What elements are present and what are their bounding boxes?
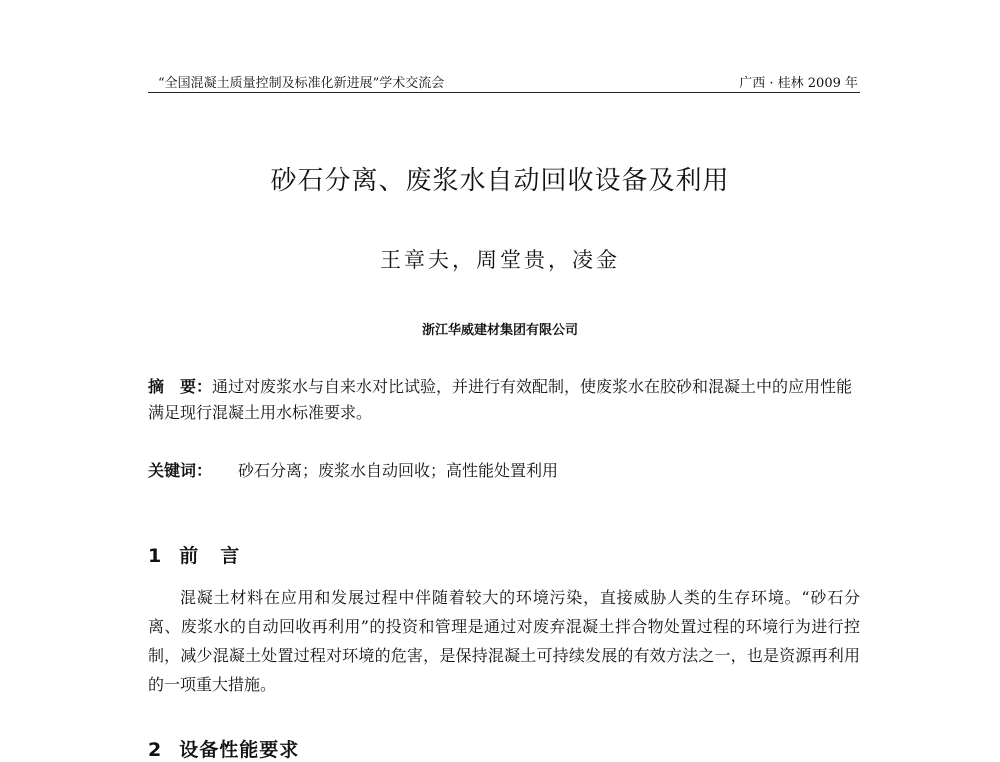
intro-paragraph: 混凝土材料在应用和发展过程中伴随着较大的环境污染，直接威胁人类的生存环境。“砂石分离、废浆水的自动回收再利用”的投资和管理是通过对废弃混凝土拌合物处置过程的环境行为进行控制，减少混凝土处置过程对环境的危害，是保持混凝土可持续发展的有效方法之一，也是资源再利用的一项重大措施。 [148, 588, 860, 694]
abstract-text: 通过对废浆水与自来水对比试验，并进行有效配制，使废浆水在胶砂和混凝土中的应用性能满足现行混凝土用水标准要求。 [148, 377, 853, 422]
section-number: 1 [148, 545, 162, 567]
section-number: 2 [148, 739, 162, 761]
conference-name: “全国混凝土质量控制及标准化新进展”学术交流会 [158, 76, 445, 91]
author-list: 王章夫，周堂贵，凌金 [380, 248, 620, 272]
paper-title: 砂石分离、废浆水自动回收设备及利用 [270, 166, 730, 196]
abstract-label: 摘 要： [148, 377, 213, 396]
location-date: 广西 · 桂林 2009 年 [739, 76, 858, 91]
keywords-text: 砂石分离；废浆水自动回收；高性能处置利用 [238, 461, 559, 480]
section-title: 设备性能要求 [179, 739, 300, 761]
keywords-label: 关键词： [148, 461, 213, 480]
affiliation: 浙江华威建材集团有限公司 [421, 323, 578, 338]
header-rule [148, 92, 860, 93]
section-heading-requirements [148, 735, 860, 762]
section-title: 前言 [179, 545, 262, 567]
section-heading-intro [148, 541, 860, 568]
keywords [148, 458, 860, 484]
running-header [148, 72, 860, 94]
abstract [148, 374, 860, 426]
